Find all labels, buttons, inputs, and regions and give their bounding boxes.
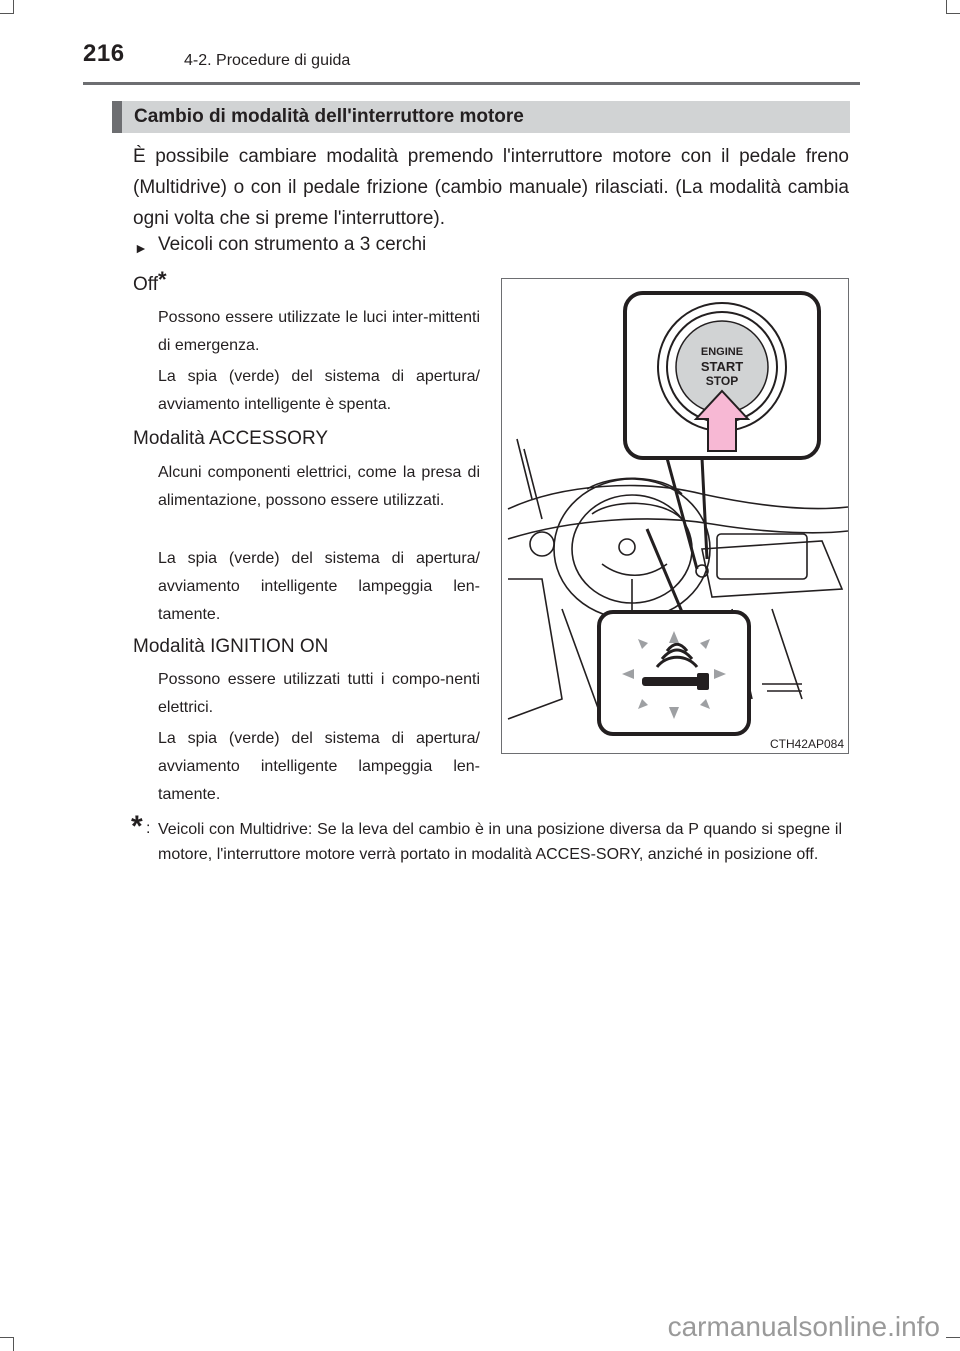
section-title: 4-2. Procedure di guida — [184, 52, 351, 69]
bullet-label: Veicoli con strumento a 3 cerchi — [158, 234, 427, 255]
mode-text: La spia (verde) del sistema di apertura/ avviamento intelligente lampeggia len-tamente. — [158, 730, 480, 803]
page-number: 216 — [83, 40, 125, 67]
crop-mark — [0, 13, 14, 14]
button-label-stop: STOP — [705, 374, 739, 388]
crop-mark — [946, 0, 947, 14]
crop-mark — [0, 1337, 14, 1338]
mode-text: La spia (verde) del sistema di apertura/ avviamento intelligente è spenta. — [158, 368, 480, 413]
watermark: carmanualsonline.info — [667, 1311, 940, 1342]
dashboard-drawing — [502, 279, 848, 753]
mode-label-accessory: Modalità ACCESSORY — [133, 428, 329, 449]
mode-text: Possono essere utilizzati tutti i compo-nenti elettrici. — [158, 671, 480, 716]
asterisk-marker: * — [158, 266, 167, 292]
mode-text: Possono essere utilizzate le luci inter-mittenti di emergenza. — [158, 309, 480, 354]
dashboard-illustration — [501, 278, 849, 754]
crop-mark — [13, 1337, 14, 1351]
mode-label-off: Off* — [133, 266, 167, 295]
bullet-arrow-icon: ► — [134, 240, 148, 256]
footnote-colon: : — [146, 820, 151, 837]
footnote-asterisk: * — [131, 810, 143, 843]
mode-text: Alcuni componenti elettrici, come la presa di alimentazione, possono essere utilizzati. — [158, 464, 480, 509]
box-heading: Cambio di modalità dell'interruttore motore — [112, 101, 850, 133]
header-divider — [83, 82, 860, 85]
crop-mark — [946, 1337, 960, 1338]
crop-mark — [946, 13, 960, 14]
mode-label-ignition-on: Modalità IGNITION ON — [133, 636, 329, 657]
mode-text: La spia (verde) del sistema di apertura/ avviamento intelligente lampeggia len-tamente. — [158, 550, 480, 623]
button-label-engine: ENGINE — [700, 346, 744, 358]
figure-code: CTH42AP084 — [769, 737, 844, 751]
intro-paragraph: È possibile cambiare modalità premendo l'interruttore motore con il pedale freno (Multidrive) o con il pedale frizione (cambio manuale) rilasciati. (La modalità cambia ogni volta che si preme l'interruttore). — [133, 146, 849, 229]
crop-mark — [13, 0, 14, 14]
footnote-text: Veicoli con Multidrive: Se la leva del cambio è in una posizione diversa da P quando si spegne il motore, l'interruttore motore verrà portato in modalità ACCES-SORY, anziché in posizione off. — [158, 821, 842, 863]
button-label-start: START — [700, 359, 744, 374]
